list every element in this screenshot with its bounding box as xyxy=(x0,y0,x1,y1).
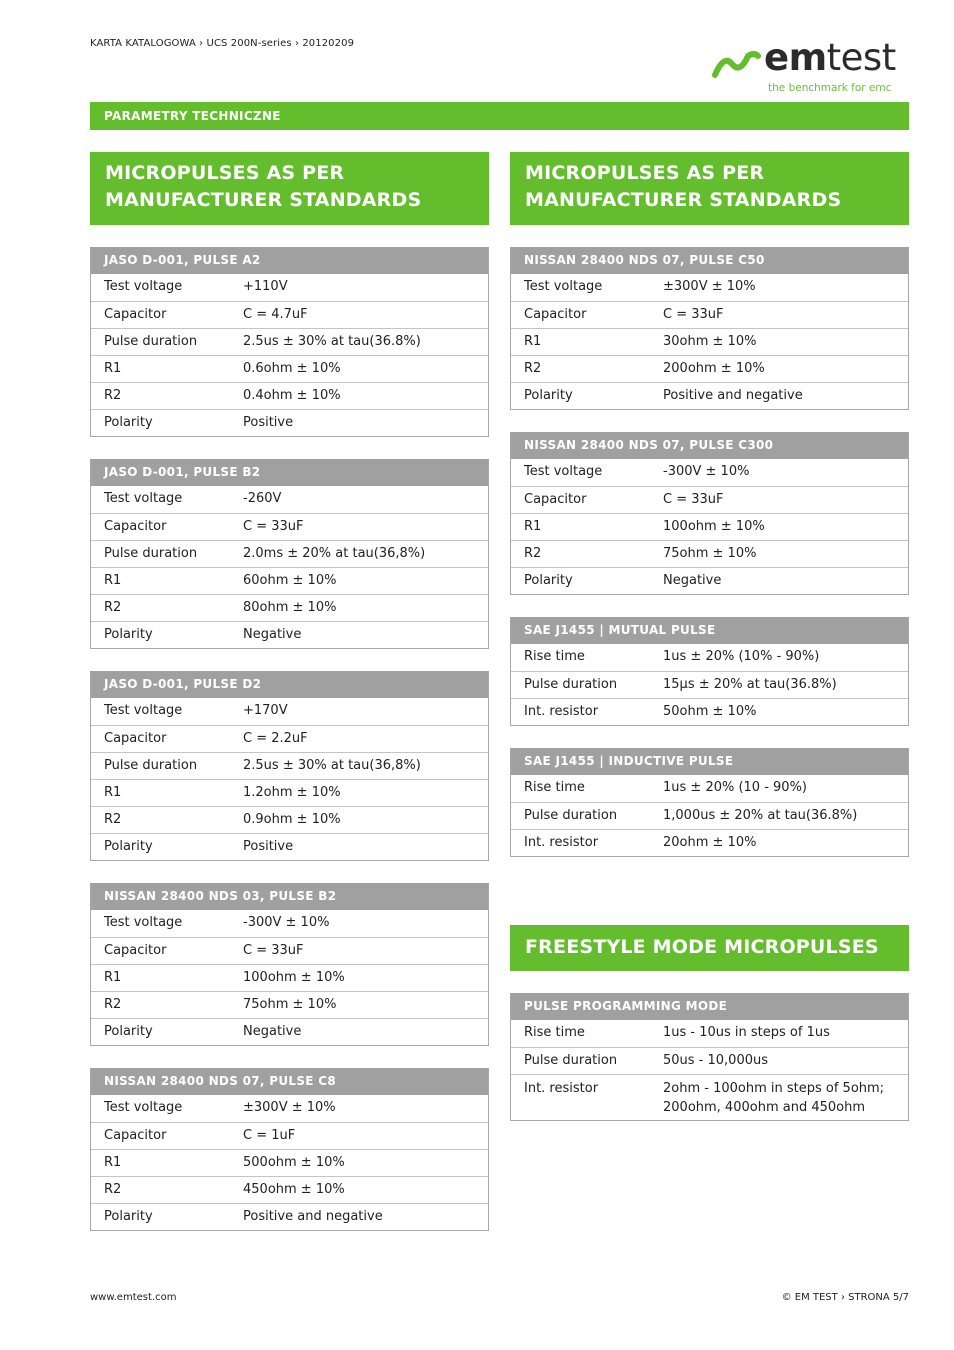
row-label: Rise time xyxy=(524,649,585,664)
table-row xyxy=(511,698,908,725)
table-row xyxy=(91,1018,488,1045)
table-row xyxy=(91,486,488,513)
spec-table-nissan-28400-nds-03-pulse-b2 xyxy=(90,883,489,1046)
table-row xyxy=(511,513,908,540)
table-row xyxy=(91,833,488,860)
row-value: 75ohm ± 10% xyxy=(243,997,337,1012)
row-value: -300V ± 10% xyxy=(243,915,330,930)
row-value: Negative xyxy=(243,627,302,642)
row-value: 30ohm ± 10% xyxy=(663,334,757,349)
row-value: 1us ± 20% (10 - 90%) xyxy=(663,780,808,795)
table-title: NISSAN 28400 NDS 07, PULSE C8 xyxy=(91,1068,488,1095)
table-row xyxy=(91,910,488,937)
section-bar: PARAMETRY TECHNICZNE xyxy=(90,102,909,130)
table-row xyxy=(511,328,908,355)
table-row xyxy=(91,621,488,648)
table-row xyxy=(91,382,488,409)
row-label: Test voltage xyxy=(524,279,603,294)
row-value: 1,000us ± 20% at tau(36.8%) xyxy=(663,808,858,823)
row-label: Polarity xyxy=(104,1024,153,1039)
table-row xyxy=(91,540,488,567)
row-label: R2 xyxy=(104,812,122,827)
row-value: C = 33uF xyxy=(243,943,304,958)
row-label: Capacitor xyxy=(524,307,587,322)
row-label: Pulse duration xyxy=(524,1053,618,1068)
table-row xyxy=(91,964,488,991)
table-row xyxy=(511,1047,908,1074)
row-label: Rise time xyxy=(524,1025,585,1040)
row-value: 450ohm ± 10% xyxy=(243,1182,345,1197)
table-row xyxy=(91,1203,488,1230)
row-value: Positive xyxy=(243,415,294,430)
row-label: R2 xyxy=(524,546,542,561)
row-value-line: 2ohm - 100ohm in steps of 5ohm; xyxy=(663,1081,885,1096)
spec-table-nissan-28400-nds-07-pulse-c8 xyxy=(90,1068,489,1231)
footer-website-link[interactable]: www.emtest.com xyxy=(90,1292,177,1303)
table-row xyxy=(511,802,908,829)
row-label: Pulse duration xyxy=(104,546,198,561)
freestyle-heading: FREESTYLE MODE MICROPULSES xyxy=(510,925,909,971)
row-label: Rise time xyxy=(524,780,585,795)
logo-wordmark xyxy=(764,36,896,80)
row-label: Test voltage xyxy=(104,279,183,294)
row-value: 100ohm ± 10% xyxy=(663,519,765,534)
table-row xyxy=(91,698,488,725)
row-label: R1 xyxy=(104,573,122,588)
row-label: Test voltage xyxy=(104,703,183,718)
row-label: Pulse duration xyxy=(104,758,198,773)
spec-table-nissan-28400-nds-07-pulse-c50 xyxy=(510,247,909,410)
row-label: R1 xyxy=(104,361,122,376)
row-label: Capacitor xyxy=(104,731,167,746)
row-label: Capacitor xyxy=(104,943,167,958)
row-value xyxy=(663,1079,908,1120)
row-value: 1us ± 20% (10% - 90%) xyxy=(663,649,820,664)
spec-table-jaso-d-001-pulse-b2 xyxy=(90,459,489,649)
row-label: Polarity xyxy=(524,573,573,588)
spec-table-sae-j1455-mutual-pulse xyxy=(510,617,909,726)
right-heading: MICROPULSES AS PER MANUFACTURER STANDARDS xyxy=(510,152,909,225)
row-label: Polarity xyxy=(104,415,153,430)
row-label: Test voltage xyxy=(104,915,183,930)
table-row xyxy=(511,382,908,409)
row-value: 0.9ohm ± 10% xyxy=(243,812,341,827)
row-value: Negative xyxy=(243,1024,302,1039)
table-row xyxy=(511,671,908,698)
row-label: Pulse duration xyxy=(524,677,618,692)
row-label: Int. resistor xyxy=(524,704,599,719)
spec-table-sae-j1455-inductive-pulse xyxy=(510,748,909,857)
table-title: NISSAN 28400 NDS 07, PULSE C50 xyxy=(511,247,908,274)
row-label: R1 xyxy=(524,334,542,349)
table-title: SAE J1455 | INDUCTIVE PULSE xyxy=(511,748,908,775)
row-value: -260V xyxy=(243,491,282,506)
table-row xyxy=(91,594,488,621)
row-value: C = 4.7uF xyxy=(243,307,308,322)
table-row xyxy=(511,644,908,671)
row-value: 0.4ohm ± 10% xyxy=(243,388,341,403)
row-label: Capacitor xyxy=(104,1128,167,1143)
table-title: JASO D-001, PULSE D2 xyxy=(91,671,488,698)
table-row xyxy=(91,328,488,355)
row-label: R2 xyxy=(104,997,122,1012)
table-title: NISSAN 28400 NDS 03, PULSE B2 xyxy=(91,883,488,910)
row-value: +170V xyxy=(243,703,288,718)
row-label: R2 xyxy=(524,361,542,376)
row-value: 60ohm ± 10% xyxy=(243,573,337,588)
breadcrumb: KARTA KATALOGOWA › UCS 200N-series › 20120209 xyxy=(90,38,355,49)
row-value: C = 33uF xyxy=(243,519,304,534)
table-row xyxy=(91,355,488,382)
row-label: Test voltage xyxy=(104,491,183,506)
table-title: JASO D-001, PULSE B2 xyxy=(91,459,488,486)
table-row xyxy=(511,567,908,594)
row-label: Capacitor xyxy=(524,492,587,507)
row-label: R1 xyxy=(104,1155,122,1170)
row-value: 80ohm ± 10% xyxy=(243,600,337,615)
row-label: Polarity xyxy=(104,839,153,854)
spec-table-pulse-programming xyxy=(510,993,909,1121)
row-value: 50us - 10,000us xyxy=(663,1053,769,1068)
row-label: Int. resistor xyxy=(524,1081,599,1096)
table-row xyxy=(511,540,908,567)
row-value: Negative xyxy=(663,573,722,588)
spec-table-jaso-d-001-pulse-a2 xyxy=(90,247,489,437)
row-value: +110V xyxy=(243,279,288,294)
table-row xyxy=(91,937,488,964)
row-value: ±300V ± 10% xyxy=(663,279,756,294)
row-value: 75ohm ± 10% xyxy=(663,546,757,561)
row-label: Test voltage xyxy=(524,464,603,479)
row-label: Polarity xyxy=(104,1209,153,1224)
table-row xyxy=(91,1176,488,1203)
row-value: 0.6ohm ± 10% xyxy=(243,361,341,376)
row-value: 15µs ± 20% at tau(36.8%) xyxy=(663,677,837,692)
row-value: Positive and negative xyxy=(243,1209,383,1224)
table-row xyxy=(511,486,908,513)
emtest-logo[interactable] xyxy=(712,36,912,100)
row-value-line: 200ohm, 400ohm and 450ohm xyxy=(663,1100,865,1115)
row-value: 2.5us ± 30% at tau(36.8%) xyxy=(243,334,421,349)
table-row xyxy=(91,1149,488,1176)
wave-logo-icon xyxy=(712,50,762,80)
row-label: Capacitor xyxy=(104,307,167,322)
row-value: C = 2.2uF xyxy=(243,731,308,746)
row-label: R2 xyxy=(104,388,122,403)
table-row xyxy=(91,513,488,540)
row-value: ±300V ± 10% xyxy=(243,1100,336,1115)
table-row xyxy=(511,1074,908,1120)
row-value: Positive and negative xyxy=(663,388,803,403)
row-value: 100ohm ± 10% xyxy=(243,970,345,985)
table-row xyxy=(91,1122,488,1149)
row-value: 200ohm ± 10% xyxy=(663,361,765,376)
row-value: 500ohm ± 10% xyxy=(243,1155,345,1170)
row-label: Capacitor xyxy=(104,519,167,534)
table-title: NISSAN 28400 NDS 07, PULSE C300 xyxy=(511,432,908,459)
row-value: 20ohm ± 10% xyxy=(663,835,757,850)
row-value: C = 1uF xyxy=(243,1128,296,1143)
footer-page-number: © EM TEST › STRONA 5/7 xyxy=(781,1292,909,1303)
row-label: R2 xyxy=(104,600,122,615)
logo-tagline: the benchmark for emc xyxy=(768,82,892,94)
logo-em: em xyxy=(764,36,827,79)
row-label: Pulse duration xyxy=(524,808,618,823)
spec-table-nissan-28400-nds-07-pulse-c300 xyxy=(510,432,909,595)
table-row xyxy=(91,1095,488,1122)
row-label: Pulse duration xyxy=(104,334,198,349)
row-label: Test voltage xyxy=(104,1100,183,1115)
row-label: Polarity xyxy=(104,627,153,642)
row-value: C = 33uF xyxy=(663,492,724,507)
row-value: 2.5us ± 30% at tau(36,8%) xyxy=(243,758,421,773)
table-row xyxy=(91,725,488,752)
table-row xyxy=(511,1020,908,1047)
table-row xyxy=(511,301,908,328)
row-label: R1 xyxy=(104,970,122,985)
row-value: 1.2ohm ± 10% xyxy=(243,785,341,800)
row-value: Positive xyxy=(243,839,294,854)
row-label: Int. resistor xyxy=(524,835,599,850)
table-row xyxy=(511,355,908,382)
row-value: 2.0ms ± 20% at tau(36,8%) xyxy=(243,546,426,561)
table-title: JASO D-001, PULSE A2 xyxy=(91,247,488,274)
table-row xyxy=(91,274,488,301)
table-row xyxy=(91,779,488,806)
table-row xyxy=(91,409,488,436)
row-value: 50ohm ± 10% xyxy=(663,704,757,719)
row-label: Polarity xyxy=(524,388,573,403)
spec-table-jaso-d-001-pulse-d2 xyxy=(90,671,489,861)
row-label: R2 xyxy=(104,1182,122,1197)
row-value: C = 33uF xyxy=(663,307,724,322)
row-label: R1 xyxy=(104,785,122,800)
table-row xyxy=(91,991,488,1018)
left-column xyxy=(90,152,489,1231)
table-row xyxy=(511,775,908,802)
table-row xyxy=(91,806,488,833)
left-heading: MICROPULSES AS PER MANUFACTURER STANDARDS xyxy=(90,152,489,225)
right-column xyxy=(510,152,909,1121)
table-title: PULSE PROGRAMMING MODE xyxy=(511,993,908,1020)
table-row xyxy=(91,567,488,594)
table-row xyxy=(511,459,908,486)
table-row xyxy=(511,829,908,856)
table-row xyxy=(91,752,488,779)
row-value: -300V ± 10% xyxy=(663,464,750,479)
table-row xyxy=(511,274,908,301)
row-value: 1us - 10us in steps of 1us xyxy=(663,1025,830,1040)
table-row xyxy=(91,301,488,328)
logo-test: test xyxy=(826,36,896,79)
table-title: SAE J1455 | MUTUAL PULSE xyxy=(511,617,908,644)
row-label: R1 xyxy=(524,519,542,534)
